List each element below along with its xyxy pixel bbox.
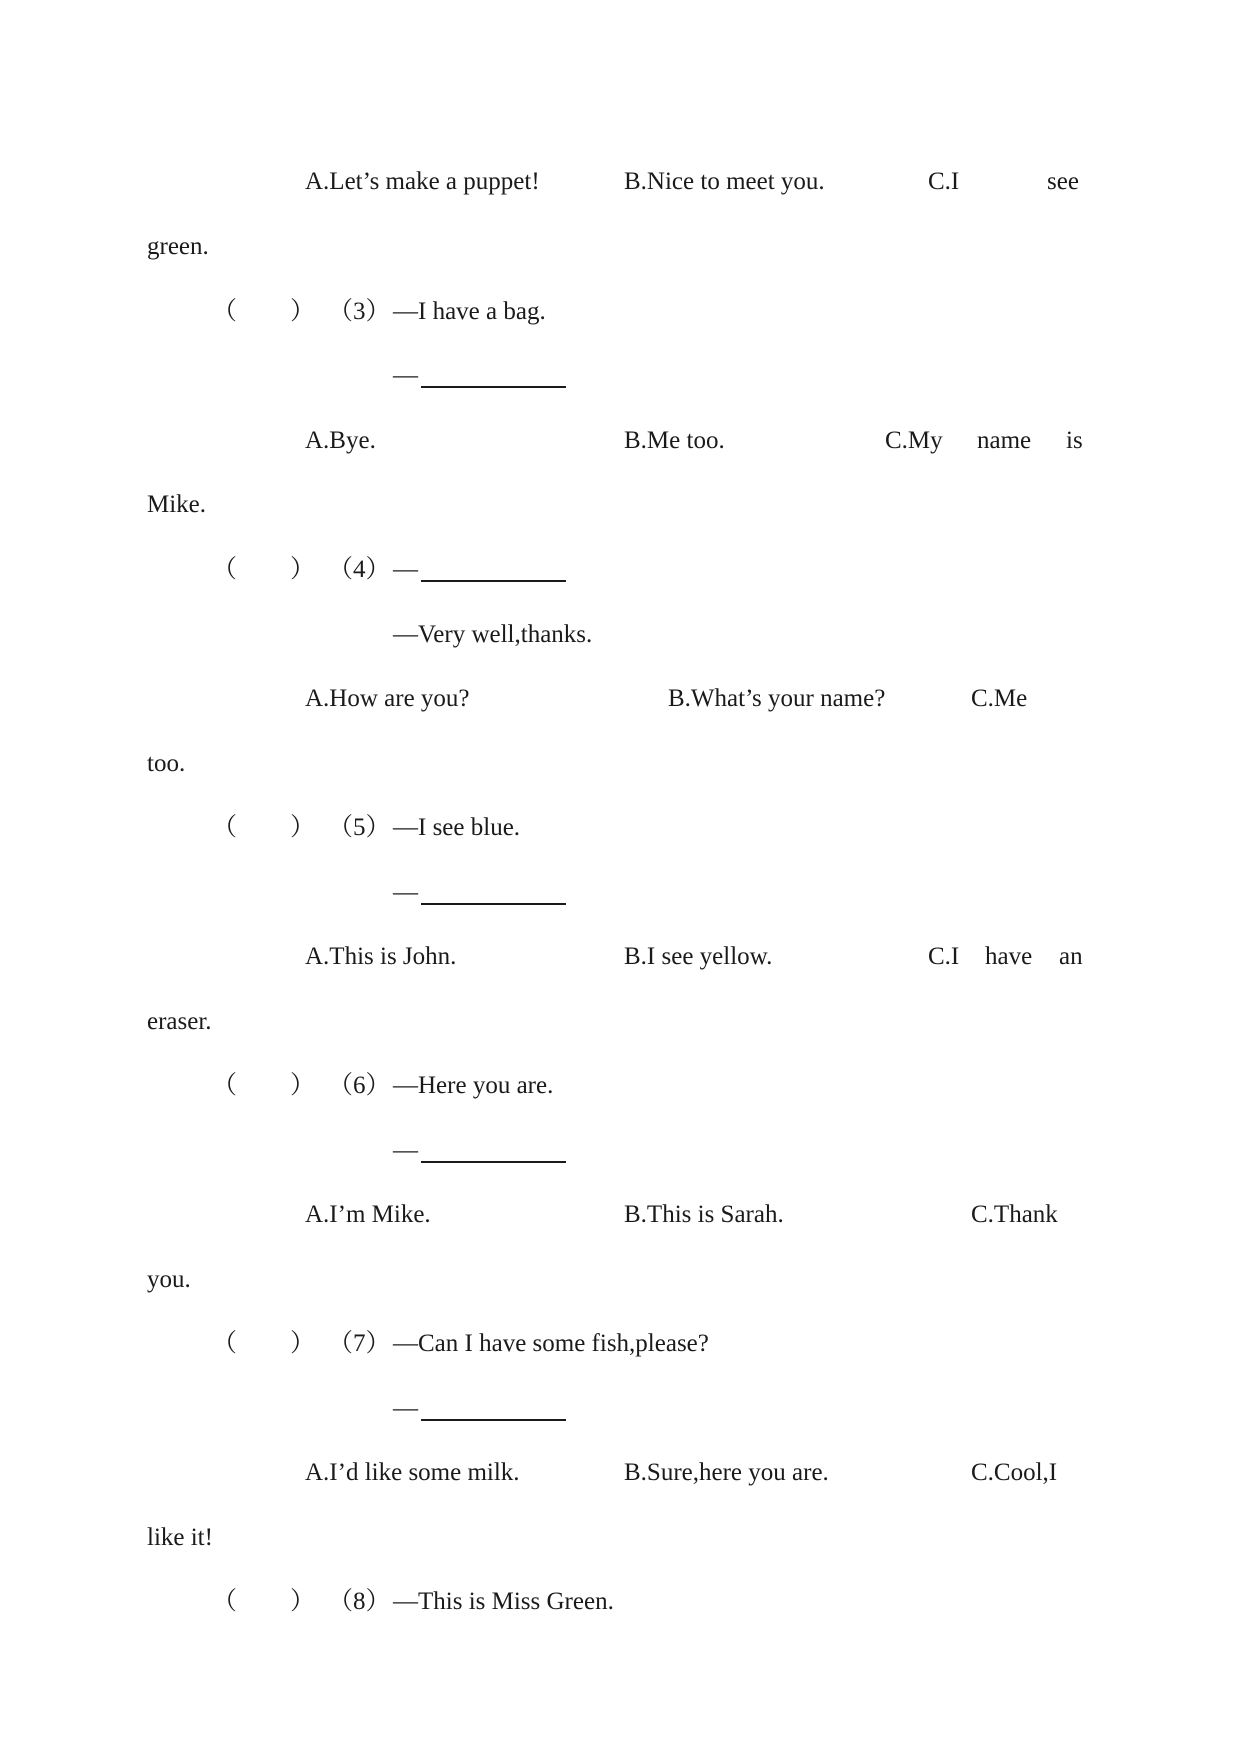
option-a: A.Let’s make a puppet! [305, 168, 540, 195]
option-c-mid: name [977, 427, 1032, 454]
answer-paren-open: （ [212, 1330, 238, 1357]
option-c-head: C.Cool,I [971, 1459, 1058, 1486]
option-c-tail: see [1047, 168, 1079, 195]
option-b: B.Nice to meet you. [624, 168, 825, 195]
option-c-wrap: green. [147, 233, 209, 260]
question-prompt: —Here you are. [393, 1072, 554, 1099]
question-number: （4） [328, 556, 391, 583]
answer-paren-close: ） [290, 1072, 316, 1099]
option-c-tail: an [1059, 943, 1083, 970]
question-prompt: —This is Miss Green. [393, 1588, 614, 1615]
answer-blank [421, 903, 566, 905]
option-c-head: C.Me [971, 685, 1028, 712]
option-c-wrap: you. [147, 1266, 191, 1293]
answer-paren-open: （ [212, 1588, 238, 1615]
option-c-tail: is [1066, 427, 1083, 454]
option-a: A.How are you? [305, 685, 470, 712]
option-c-mid: have [985, 943, 1033, 970]
reply-dash: — [393, 362, 418, 389]
option-c-head: C.I [928, 168, 960, 195]
answer-paren-open: （ [212, 556, 238, 583]
answer-paren-open: （ [212, 814, 238, 841]
answer-blank [421, 1419, 566, 1421]
question-prompt: —Can I have some fish,please? [393, 1330, 709, 1357]
question-number: （7） [328, 1330, 391, 1357]
answer-paren-close: ） [290, 1588, 316, 1615]
question-number: （3） [328, 298, 391, 325]
option-b: B.I see yellow. [624, 943, 773, 970]
answer-paren-close: ） [290, 556, 316, 583]
option-a: A.Bye. [305, 427, 376, 454]
answer-paren-open: （ [212, 298, 238, 325]
option-c-head: C.I [928, 943, 960, 970]
answer-paren-close: ） [290, 298, 316, 325]
option-a: A.This is John. [305, 943, 457, 970]
question-prompt: —I have a bag. [393, 298, 546, 325]
reply-dash: — [393, 879, 418, 906]
option-c-head: C.Thank [971, 1201, 1058, 1228]
question-number: （5） [328, 814, 391, 841]
answer-blank [421, 386, 566, 388]
option-a: A.I’d like some milk. [305, 1459, 520, 1486]
option-a: A.I’m Mike. [305, 1201, 431, 1228]
option-b: B.This is Sarah. [624, 1201, 784, 1228]
option-c-wrap: Mike. [147, 491, 207, 518]
question-number: （8） [328, 1588, 391, 1615]
answer-blank [421, 580, 566, 582]
option-b: B.Sure,here you are. [624, 1459, 829, 1486]
option-c-wrap: like it! [147, 1524, 213, 1551]
reply-dash: — [393, 1137, 418, 1164]
option-c-wrap: too. [147, 750, 186, 777]
option-c-wrap: eraser. [147, 1008, 212, 1035]
answer-paren-close: ） [290, 1330, 316, 1357]
question-prompt: —I see blue. [393, 814, 521, 841]
option-c-head: C.My [885, 427, 943, 454]
reply-line: —Very well,thanks. [393, 621, 593, 648]
question-number: （6） [328, 1072, 391, 1099]
option-b: B.Me too. [624, 427, 725, 454]
question-prompt: — [393, 556, 418, 583]
answer-paren-open: （ [212, 1072, 238, 1099]
answer-paren-close: ） [290, 814, 316, 841]
answer-blank [421, 1161, 566, 1163]
option-b: B.What’s your name? [668, 685, 886, 712]
reply-dash: — [393, 1395, 418, 1422]
